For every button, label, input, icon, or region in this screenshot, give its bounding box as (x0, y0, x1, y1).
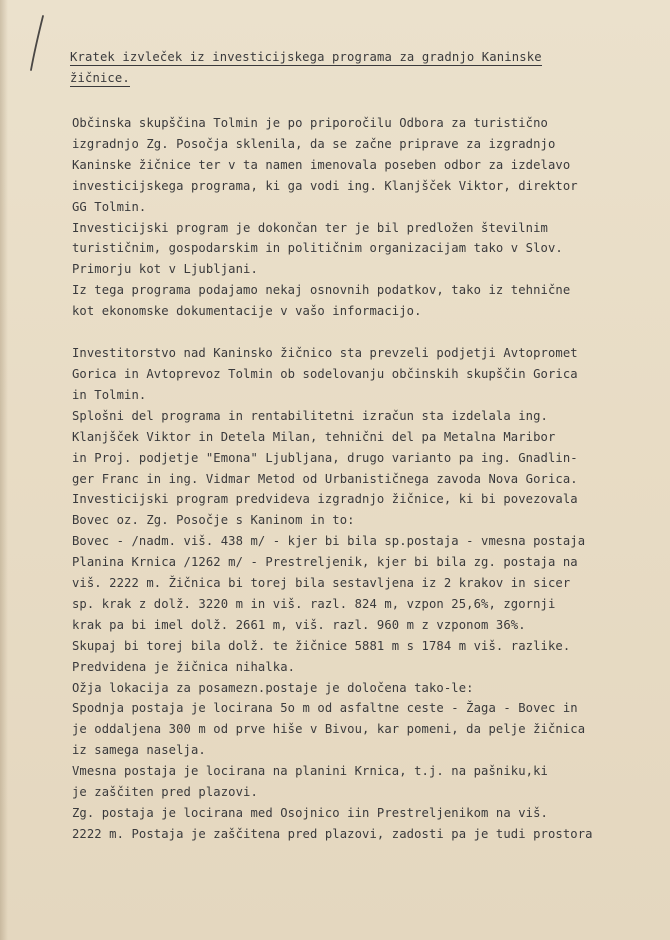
paragraph (72, 343, 668, 406)
text-line: Občinska skupščina Tolmin je po priporočilu Odbora za turistično (72, 116, 548, 130)
text-line: sp. krak z dolž. 3220 m in viš. razl. 824 m, vzpon 25,6%, zgornji (72, 596, 556, 611)
title-line: žičnice. (70, 71, 130, 85)
text-line: Klanjšček Viktor in Detela Milan, tehnični del pa Metalna Maribor (72, 429, 556, 444)
text-line: ger Franc in ing. Vidmar Metod od Urbanističnega zavoda Nova Gorica. (72, 471, 578, 486)
text-line: investicijskega programa, ki ga vodi ing. Klanjšček Viktor, direktor (72, 178, 578, 193)
paragraph (72, 218, 668, 281)
text-line: Ožja lokacija za posamezn.postaje je določena tako-le: (72, 680, 474, 695)
text-line: Bovec oz. Zg. Posočje s Kaninom in to: (72, 513, 355, 528)
document-title (70, 47, 630, 89)
text-line: iz samega naselja. (72, 743, 206, 758)
text-line: Gorica in Avtoprevoz Tolmin ob sodelovanju občinskih skupščin Gorica (72, 366, 578, 381)
paragraph (72, 406, 668, 490)
text-line: GG Tolmin. (72, 199, 147, 214)
text-line: Kaninske žičnice ter v ta namen imenovala poseben odbor za izdelavo (72, 157, 571, 172)
paragraph (72, 803, 668, 845)
text-line: Primorju kot v Ljubljani. (72, 262, 258, 277)
text-line: Spodnja postaja je locirana 5o m od asfaltne ceste - Žaga - Bovec in (72, 701, 578, 716)
text-line: Skupaj bi torej bila dolž. te žičnice 5881 m s 1784 m viš. razlike. (72, 638, 571, 653)
text-line: Investicijski program je dokončan ter je bil predložen številnim (72, 220, 548, 235)
text-line: Vmesna postaja je locirana na planini Krnica, t.j. na pašniku,ki (72, 764, 548, 779)
text-line: turističnim, gospodarskim in političnim organizacijam tako v Slov. (72, 241, 563, 256)
text-line: Splošni del programa in rentabilitetni izračun sta izdelala ing. (72, 408, 548, 423)
text-line: in Tolmin. (72, 387, 147, 402)
text-line: Iz tega programa podajamo nekaj osnovnih podatkov, tako iz tehnične (72, 283, 571, 298)
pencil-stroke-icon (26, 14, 48, 72)
text-line: Predvidena je žičnica nihalka. (72, 659, 296, 674)
text-line: Bovec - /nadm. viš. 438 m/ - kjer bi bila sp.postaja - vmesna postaja (72, 534, 586, 549)
text-line: Planina Krnica /1262 m/ - Prestreljenik, kjer bi bila zg. postaja na (72, 555, 578, 570)
paragraph (72, 761, 668, 803)
paragraph (72, 280, 668, 322)
text-line: je zaščiten pred plazovi. (72, 785, 258, 800)
paragraph (72, 678, 668, 762)
document-body (72, 113, 668, 845)
text-line: Zg. postaja je locirana med Osojnico iin Prestreljenikom na viš. (72, 806, 548, 820)
text-line: izgradnjo Zg. Posočja sklenila, da se začne priprave za izgradnjo (72, 136, 556, 151)
text-line: je oddaljena 300 m od prve hiše v Bivou, kar pomeni, da pelje žičnica (72, 722, 586, 737)
text-line: Investicijski program predvideva izgradnjo žičnice, ki bi povezovala (72, 492, 578, 507)
text-line: Investitorstvo nad Kaninsko žičnico sta prevzeli podjetji Avtopromet (72, 346, 578, 361)
text-line: in Proj. podjetje "Emona" Ljubljana, drugo varianto pa ing. Gnadlin- (72, 450, 578, 465)
paragraph (72, 489, 668, 677)
text-line: krak pa bi imel dolž. 2661 m, viš. razl. 960 m z vzponom 36%. (72, 617, 526, 632)
text-line: viš. 2222 m. Žičnica bi torej bila sestavljena iz 2 krakov in sicer (72, 576, 571, 591)
paper-edge-shadow (0, 0, 8, 940)
text-line: kot ekonomske dokumentacije v vašo informacijo. (72, 304, 422, 319)
paragraph (72, 113, 668, 218)
text-line: 2222 m. Postaja je zaščitena pred plazovi, zadosti pa je tudi prostora (72, 826, 593, 841)
title-line: Kratek izvleček iz investicijskega programa za gradnjo Kaninske (70, 50, 542, 64)
